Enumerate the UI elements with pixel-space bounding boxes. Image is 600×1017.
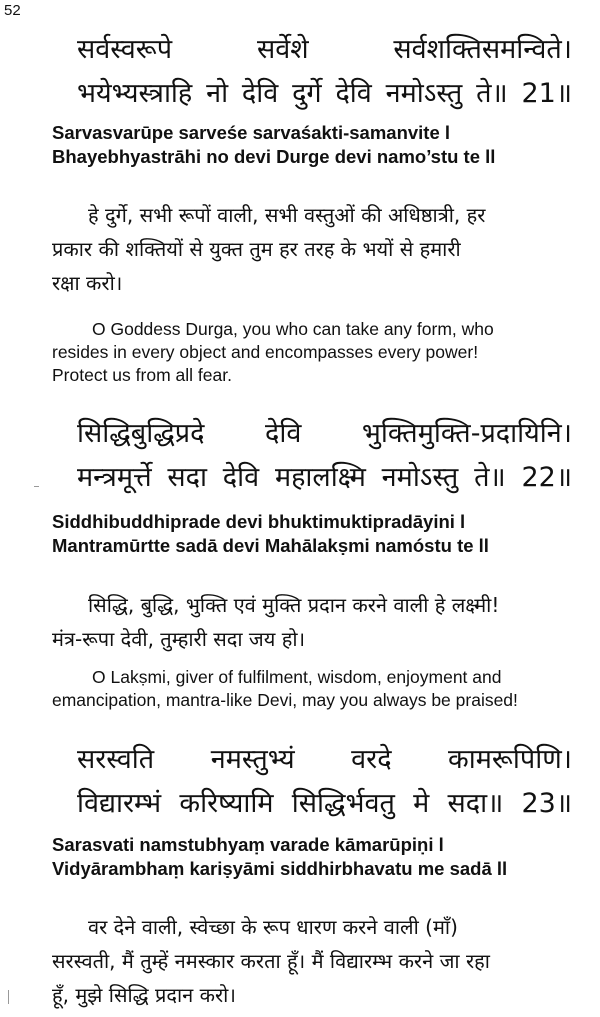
hindi-translation-verse-22 (0, 588, 600, 656)
english-line: O Goddess Durga, you who can take any form, who (92, 319, 494, 339)
transliteration-line: Bhayebhyastrāhi no devi Durge devi namo’stu te ll (52, 146, 496, 167)
sanskrit-verse-23 (0, 738, 600, 826)
transliteration-verse-22 (0, 510, 600, 558)
english-translation-verse-22 (0, 666, 600, 712)
sanskrit-line: सरस्वति नमस्तुभ्यं वरदे कामरूपिणि। (77, 744, 572, 775)
english-translation-verse-21 (0, 318, 600, 387)
hindi-line: वर देने वाली, स्वेच्छा के रूप धारण करने वाली (माँ) (88, 915, 458, 939)
english-line: Protect us from all fear. (52, 365, 232, 385)
hindi-line: हूँ, मुझे सिद्धि प्रदान करो। (52, 983, 236, 1007)
hindi-translation-verse-23 (0, 910, 600, 1012)
hindi-line: मंत्र-रूपा देवी, तुम्हारी सदा जय हो। (52, 627, 306, 651)
hindi-line: प्रकार की शक्तियों से युक्त तुम हर तरह के भयों से हमारी (52, 237, 461, 261)
transliteration-line: Mantramūrtte sadā devi Mahālakṣmi namóstu te ll (52, 535, 489, 556)
english-line: resides in every object and encompasses every power! (52, 342, 479, 362)
transliteration-line: Sarvasvarūpe sarveśe sarvaśakti-samanvite l (52, 122, 451, 143)
english-line: emancipation, mantra-like Devi, may you always be praised! (52, 690, 518, 710)
hindi-line: सिद्धि, बुद्धि, भुक्ति एवं मुक्ति प्रदान करने वाली हे लक्ष्मी! (88, 593, 500, 617)
transliteration-line: Siddhibuddhiprade devi bhuktimuktipradāyini l (52, 511, 466, 532)
transliteration-verse-23 (0, 833, 600, 881)
transliteration-line: Vidyārambhaṃ kariṣyāmi siddhirbhavatu me sadā ll (52, 858, 508, 879)
scan-mark (34, 486, 39, 487)
transliteration-verse-21 (0, 121, 600, 169)
hindi-line: रक्षा करो। (52, 271, 123, 295)
sanskrit-line: मन्त्रमूर्त्ते सदा देवि महालक्ष्मि नमोऽस्तु ते॥ 22॥ (77, 462, 572, 493)
sanskrit-line: सिद्धिबुद्धिप्रदे देवि भुक्तिमुक्ति-प्रदायिनि। (77, 418, 572, 449)
sanskrit-verse-22 (0, 412, 600, 500)
transliteration-line: Sarasvati namstubhyaṃ varade kāmarūpiṇi l (52, 834, 444, 855)
hindi-line: हे दुर्गे, सभी रूपों वाली, सभी वस्तुओं की अधिष्ठात्री, हर (88, 203, 486, 227)
sanskrit-verse-21 (0, 28, 600, 116)
page-number: 52 (4, 2, 21, 19)
sanskrit-line: सर्वस्वरूपे सर्वेशे सर्वशक्तिसमन्विते। (77, 34, 572, 65)
sanskrit-line: विद्यारम्भं करिष्यामि सिद्धिर्भवतु मे सदा॥ 23॥ (77, 788, 572, 819)
hindi-line: सरस्वती, मैं तुम्हें नमस्कार करता हूँ। मैं विद्यारम्भ करने जा रहा (52, 949, 490, 973)
english-line: O Lakṣmi, giver of fulfilment, wisdom, enjoyment and (92, 667, 502, 687)
scan-mark (8, 990, 9, 1004)
sanskrit-line: भयेभ्यस्त्राहि नो देवि दुर्गे देवि नमोऽस्तु ते॥ 21॥ (77, 78, 572, 109)
hindi-translation-verse-21 (0, 198, 600, 300)
